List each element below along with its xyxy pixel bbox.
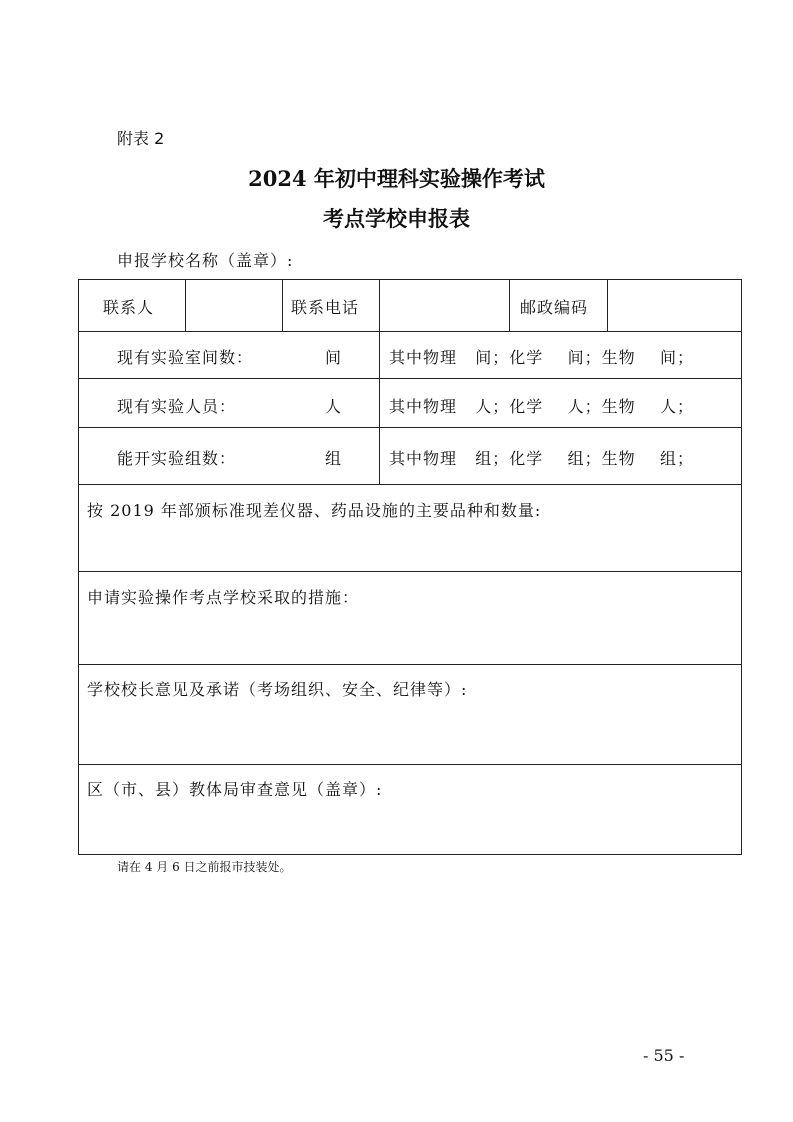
row-divider xyxy=(79,764,741,765)
experiment-groups-unit: 组 xyxy=(325,449,343,468)
lab-rooms-unit: 间 xyxy=(325,348,343,367)
row-divider xyxy=(79,427,741,428)
form-subtitle: 考点学校申报表 xyxy=(323,206,470,231)
exam-measures-section: 申请实验操作考点学校采取的措施： xyxy=(87,588,360,607)
submission-deadline-note: 请在 4 月 6 日之前报市技装处。 xyxy=(117,860,292,874)
bureau-review-section: 区（市、县）教体局审查意见（盖章）: xyxy=(87,780,383,799)
row-divider xyxy=(79,331,741,332)
column-divider xyxy=(282,280,283,331)
lab-rooms-breakdown: 其中物理 间；化学 间；生物 间； xyxy=(389,348,694,367)
principal-opinion-section: 学校校长意见及承诺（考场组织、安全、纪律等）: xyxy=(87,680,468,699)
lab-staff-unit: 人 xyxy=(325,397,343,416)
row-divider xyxy=(79,484,741,485)
column-divider xyxy=(185,280,186,331)
page-number: - 55 - xyxy=(643,1046,685,1065)
experiment-groups-label: 能开实验组数： xyxy=(117,449,237,468)
application-form-table xyxy=(78,279,742,855)
contact-phone-label: 联系电话 xyxy=(291,298,360,317)
equipment-shortage-section: 按 2019 年部颁标准现差仪器、药品设施的主要品种和数量: xyxy=(87,501,542,520)
column-divider xyxy=(607,280,608,331)
row-divider xyxy=(79,378,741,379)
column-divider xyxy=(379,280,380,331)
row-divider xyxy=(79,571,741,572)
contact-person-label: 联系人 xyxy=(103,298,155,317)
column-divider xyxy=(379,331,380,484)
lab-staff-breakdown: 其中物理 人；化学 人；生物 人； xyxy=(389,397,694,416)
lab-staff-label: 现有实验人员： xyxy=(117,397,237,416)
column-divider xyxy=(509,280,510,331)
lab-rooms-label: 现有实验室间数： xyxy=(117,348,254,367)
applicant-school-label: 申报学校名称（盖章）: xyxy=(117,251,294,270)
attachment-label: 附表 2 xyxy=(117,129,165,148)
form-title: 2024 年初中理科实验操作考试 xyxy=(248,166,545,191)
postcode-label: 邮政编码 xyxy=(520,298,589,317)
row-divider xyxy=(79,664,741,665)
experiment-groups-breakdown: 其中物理 组；化学 组；生物 组； xyxy=(389,449,694,468)
